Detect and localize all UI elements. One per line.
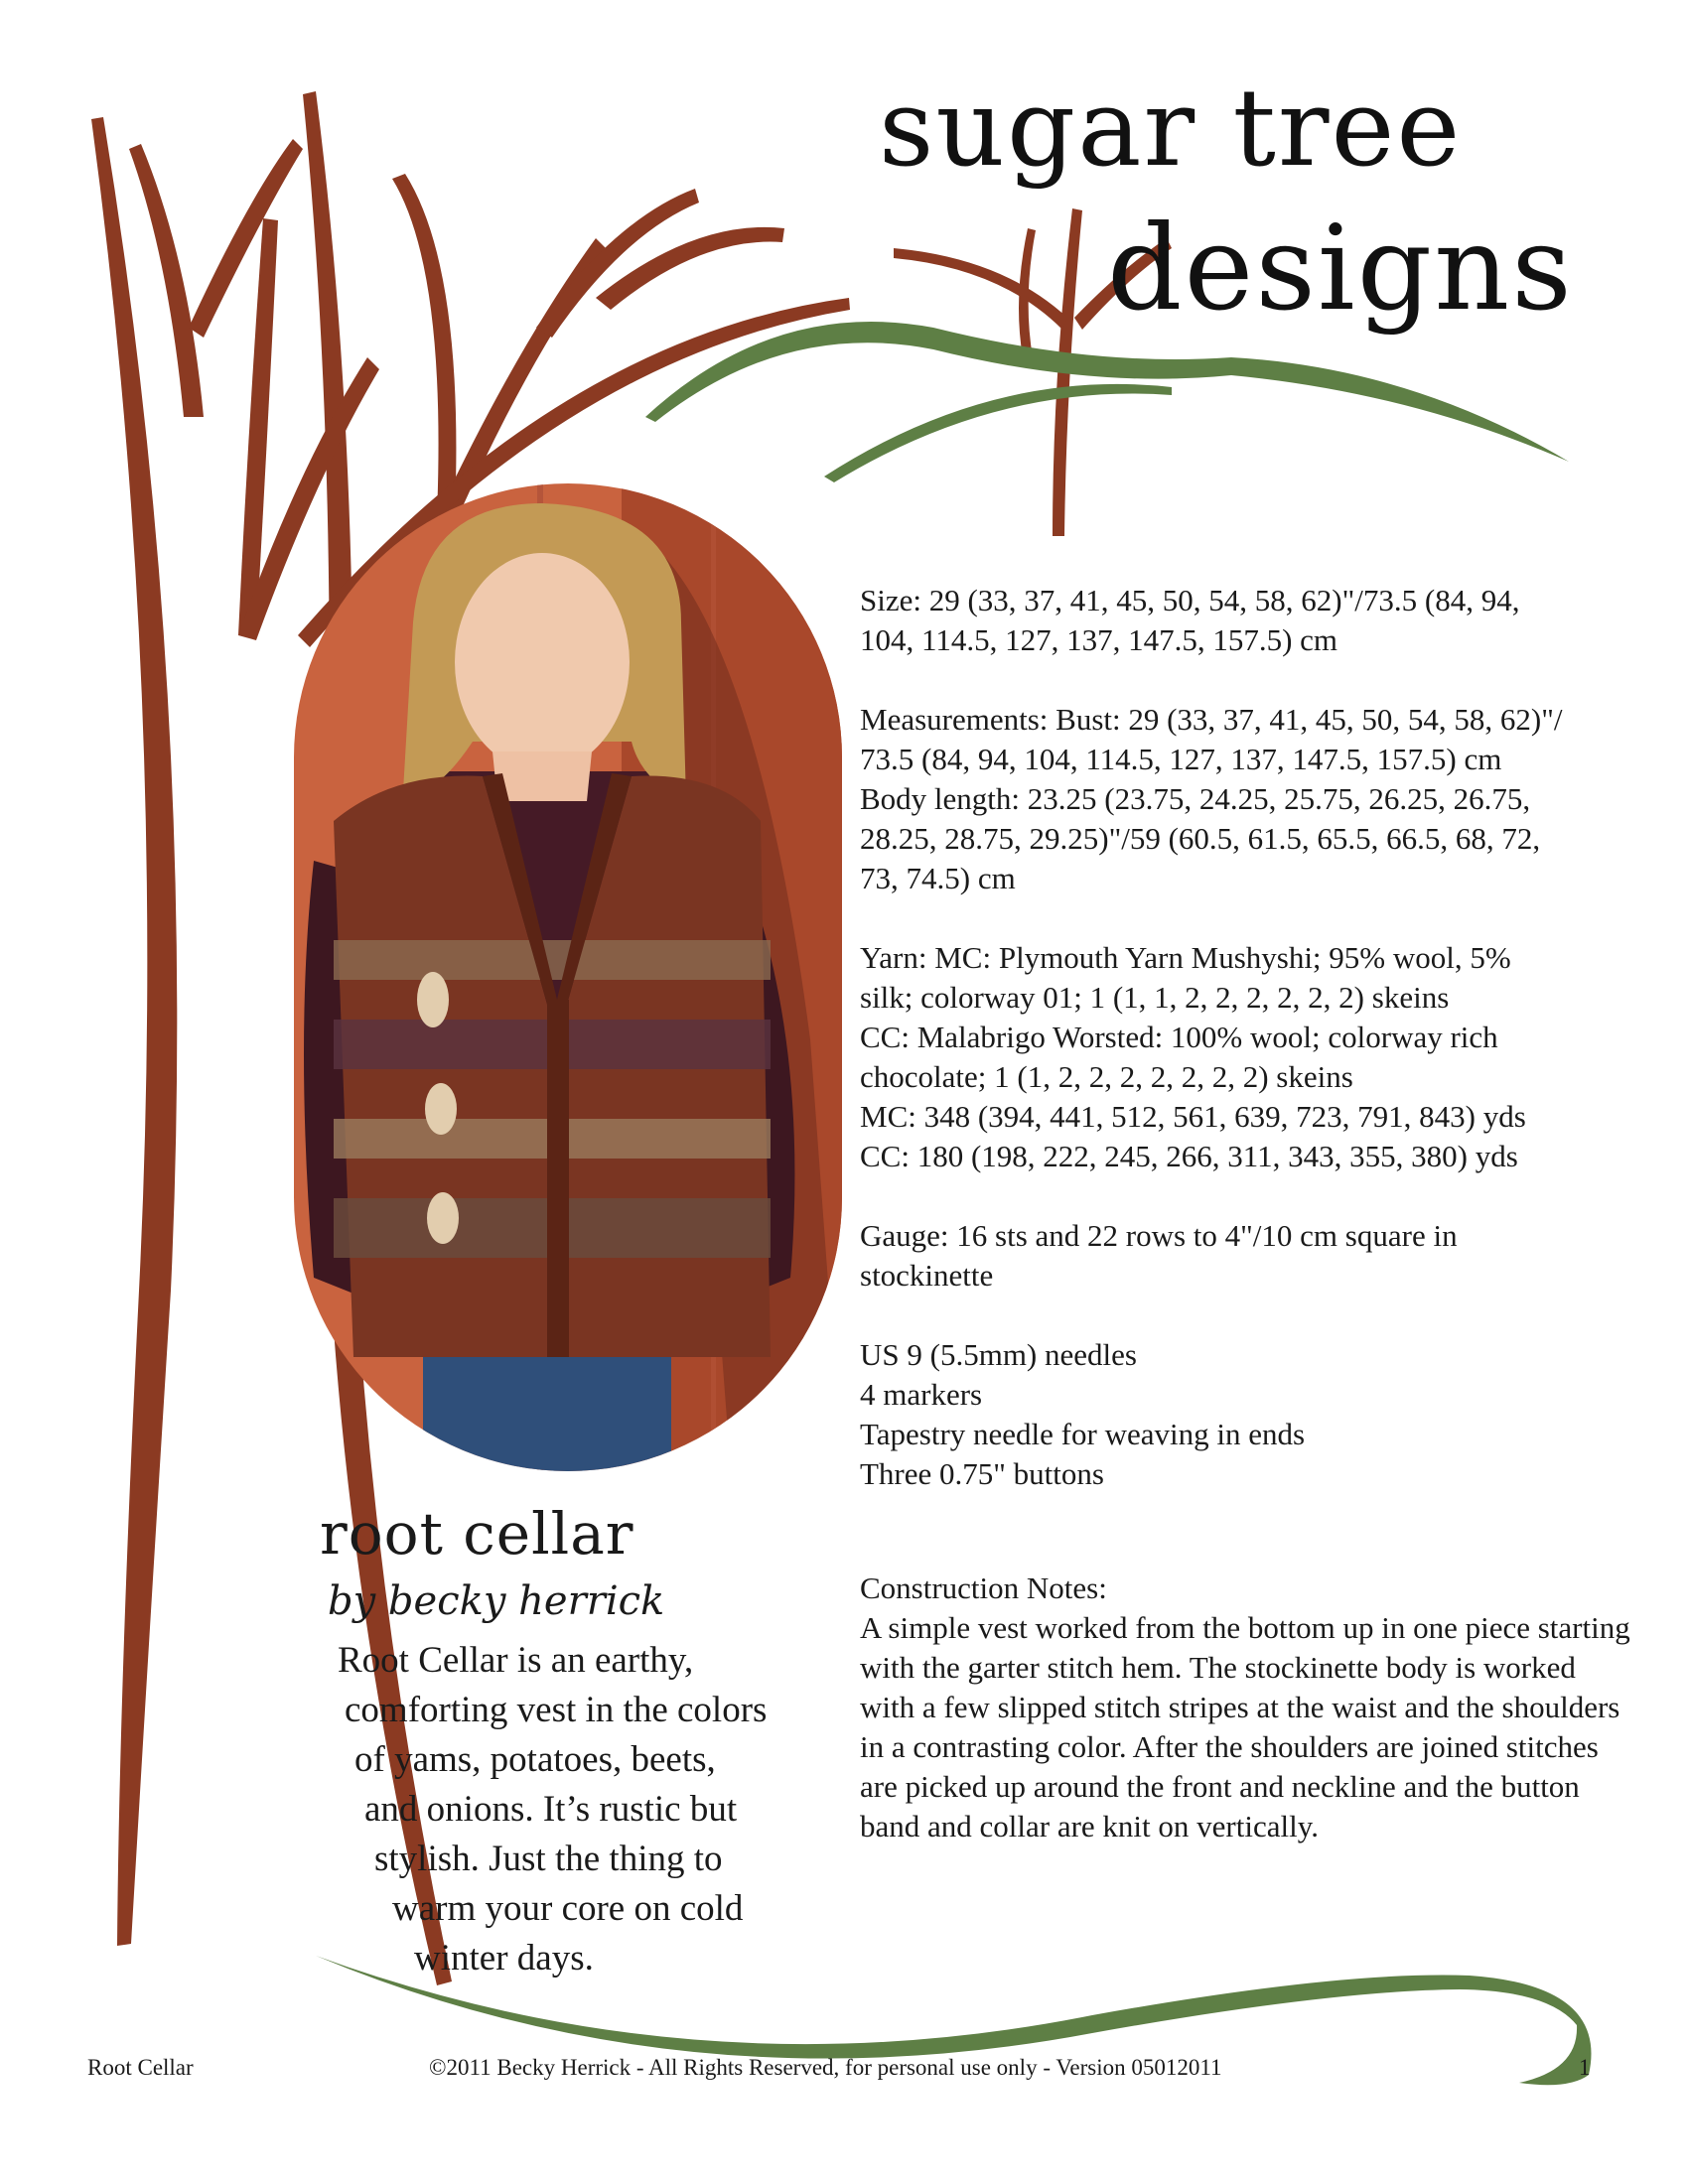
brand-name-designs: designs: [1107, 200, 1574, 337]
designer-byline: by becky herrick: [328, 1578, 665, 1624]
gauge-spec: Gauge: 16 sts and 22 rows to 4"/10 cm square in stockinette: [860, 1218, 1458, 1293]
footer-copyright: ©2011 Becky Herrick - All Rights Reserved, for personal use only - Version 05012011: [429, 2055, 1222, 2080]
measurements-spec: Measurements: Bust: 29 (33, 37, 41, 45, 50, 54, 58, 62)"/ 73.5 (84, 94, 104, 114.5, 127, 137, 147.5, 157.5) cm Body length: 23.25 (23.75, 24.25, 25.75, 26.25, 26.75, 28.25, 28.75, 29.25)"/59 (60.5, 61.5, 65.5, 66.5, 68, 72, 73, 74.5) cm: [860, 702, 1563, 895]
construction-body: A simple vest worked from the bottom up in one piece starting with the garter stitch hem. The stockinette body is worked with a few slipped stitch stripes at the waist and the shoulders in a contrasting color. After the shoulders are joined stitches are picked up around the front and neckline and the button band and collar are knit on vertically.: [860, 1610, 1630, 1843]
footer-pattern-name: Root Cellar: [87, 2055, 194, 2080]
size-spec: Size: 29 (33, 37, 41, 45, 50, 54, 58, 62)"/73.5 (84, 94, 104, 114.5, 127, 137, 147.5, 157.5) cm: [860, 583, 1520, 657]
page-number: 1: [1579, 2055, 1591, 2080]
notions-list: US 9 (5.5mm) needles 4 markers Tapestry needle for weaving in ends Three 0.75" buttons: [860, 1337, 1306, 1491]
brand-name: sugar tree: [879, 67, 1463, 191]
construction-notes: [860, 1569, 1634, 1846]
yarn-spec: Yarn: MC: Plymouth Yarn Mushyshi; 95% wool, 5% silk; colorway 01; 1 (1, 1, 2, 2, 2, 2, 2, 2) skeins CC: Malabrigo Worsted: 100% wool; colorway rich chocolate; 1 (1, 2, 2, 2, 2, 2, 2, 2) skeins MC: 348 (394, 441, 512, 561, 639, 723, 791, 843) yds CC: 180 (198, 222, 245, 266, 311, 343, 355, 380) yds: [860, 940, 1526, 1173]
construction-heading: Construction Notes:: [860, 1570, 1107, 1605]
pattern-description: Root Cellar is an earthy, comforting vest in the colors of yams, potatoes, beets, and onions. It’s rustic but stylish. Just the thing to warm your core on cold winter days.: [338, 1640, 768, 1979]
pattern-specs: [860, 581, 1634, 1534]
pattern-title: root cellar: [320, 1500, 634, 1568]
model-photo: [294, 483, 842, 1471]
